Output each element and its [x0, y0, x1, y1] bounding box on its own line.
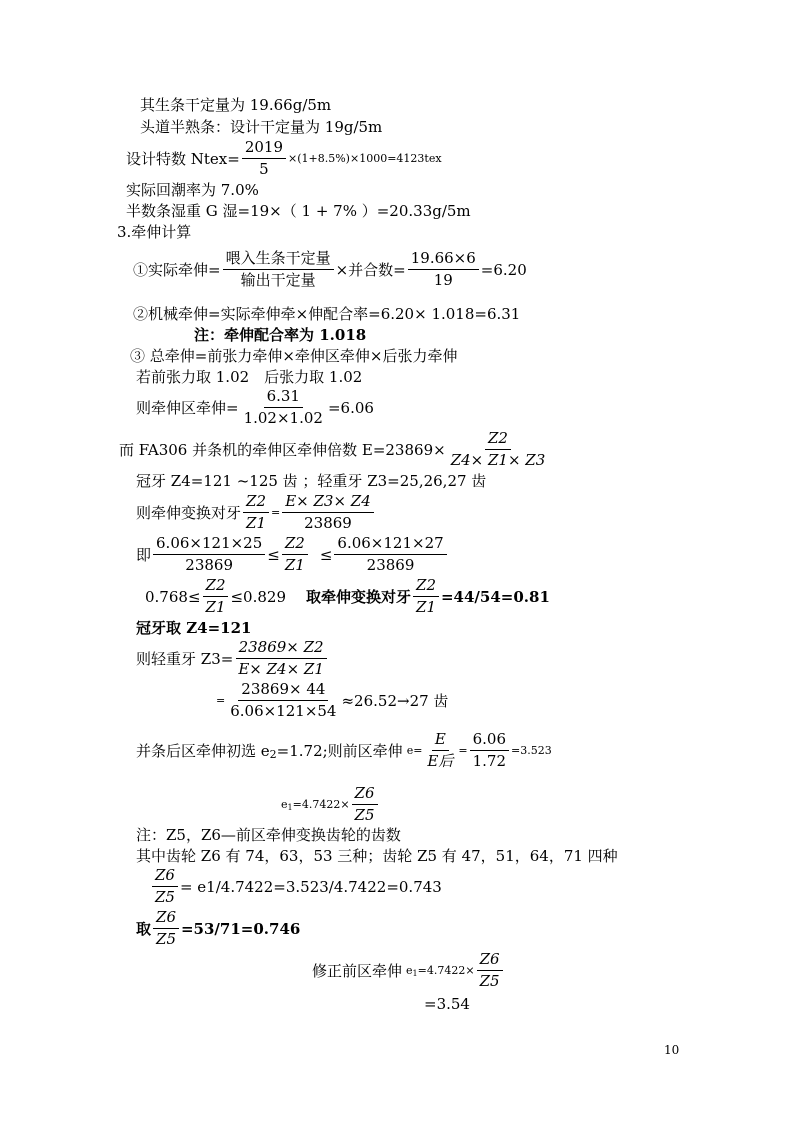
- denominator: E后: [427, 752, 454, 770]
- text: 冠牙取 Z4=121: [136, 619, 252, 637]
- denominator: 6.06×121×54: [230, 702, 337, 720]
- numerator: E× Z3× Z4: [282, 493, 374, 513]
- note-gear-teeth: [136, 826, 401, 844]
- line-gear-options: [136, 847, 618, 865]
- numerator: Z2: [413, 577, 439, 597]
- text: =: [458, 743, 468, 757]
- numerator: 6.06: [470, 731, 509, 751]
- text: e=: [406, 743, 423, 757]
- text: 修正前区牵伸: [312, 961, 403, 980]
- text: ≈26.52→27 齿: [341, 691, 449, 710]
- text: =3.523: [511, 743, 552, 757]
- fraction: [282, 535, 308, 574]
- denominator: Z1: [205, 598, 226, 616]
- denominator: Z5: [479, 972, 500, 990]
- text: ③ 总牵伸=前张力牵伸×牵伸区牵伸×后张力牵伸: [130, 347, 458, 365]
- text: =4.7422×: [417, 963, 475, 977]
- numerator: Z6: [477, 951, 503, 971]
- numerator: Z2: [282, 535, 308, 555]
- text: 注：牵伸配合率为 1.018: [194, 326, 367, 344]
- fraction: [153, 909, 179, 948]
- denominator: Z1: [416, 598, 436, 616]
- text: ≤: [267, 545, 280, 564]
- fraction: [235, 639, 327, 678]
- text: ≤0.829: [230, 587, 286, 606]
- fraction: [334, 535, 446, 574]
- numerator: Z6: [153, 909, 179, 929]
- denominator: 23869: [304, 514, 352, 532]
- line-final-result: [424, 995, 470, 1013]
- numerator: 6.06×121×27: [334, 535, 446, 555]
- text: 3.牵伸计算: [117, 223, 192, 241]
- text: 则轻重牙 Z3=: [136, 649, 234, 668]
- text: 而 FA306 并条机的牵伸区牵伸倍数 E=23869×: [119, 440, 446, 459]
- text: 其中齿轮 Z6 有 74，63，53 三种；齿轮 Z5 有 47，51，64，71 四种: [136, 847, 618, 865]
- line-draft-zone: [136, 388, 374, 427]
- text: =53/71=0.746: [180, 919, 301, 938]
- line-moisture-regain: [126, 181, 259, 199]
- line-first-pass-sliver: [140, 118, 382, 136]
- text: 若前张力取 1.02 后张力取 1.02: [136, 368, 363, 386]
- text: =4.7422×: [292, 797, 350, 811]
- fraction: [408, 250, 479, 289]
- text: 注：Z5，Z6—前区牵伸变换齿轮的齿数: [136, 826, 401, 844]
- line-light-heavy-gear: [136, 639, 329, 678]
- numerator: 19.66×6: [408, 250, 479, 270]
- text: 设计特数 Ntex=: [126, 149, 240, 168]
- fraction: [241, 388, 326, 427]
- text: ①实际牵伸=: [133, 260, 221, 279]
- note-draft-ratio: [194, 326, 366, 344]
- text: =6.20: [480, 260, 527, 279]
- line-mechanical-draft: [133, 305, 520, 323]
- denominator: Z5: [155, 888, 175, 906]
- fraction: [242, 139, 286, 178]
- line-ratio-range: [145, 577, 550, 616]
- denominator: 23869: [185, 556, 233, 574]
- section-heading: [117, 223, 191, 241]
- line-sliver-dry-weight: [140, 96, 331, 114]
- text: =1.72;则前区牵伸: [276, 741, 403, 760]
- page-number: 10: [664, 1043, 680, 1057]
- line-design-tex: [126, 139, 442, 178]
- line-crown-choice: [136, 619, 252, 637]
- text: 并条后区牵伸初选 e: [136, 741, 270, 760]
- line-wet-weight: [126, 202, 471, 220]
- text: =3.54: [424, 995, 470, 1013]
- denominator: Z1: [246, 514, 266, 532]
- text: ×并合数=: [335, 260, 406, 279]
- fraction: [352, 785, 378, 824]
- fraction: [470, 731, 509, 770]
- fraction: [223, 250, 334, 289]
- denominator: 23869: [366, 556, 415, 574]
- text: 则牵伸变换对牙: [136, 503, 242, 522]
- numerator: 2019: [242, 139, 286, 159]
- fraction: [282, 493, 374, 532]
- text: =: [216, 693, 226, 707]
- fraction: [152, 867, 178, 906]
- fraction: [243, 493, 269, 532]
- text: ×(1+8.5%)×1000=4123tex: [288, 151, 442, 165]
- text: 即: [136, 545, 152, 564]
- fraction: [153, 535, 265, 574]
- denominator: 1.02×1.02: [243, 409, 323, 427]
- line-tension-assumption: [136, 368, 362, 386]
- numerator: 6.06×121×25: [153, 535, 265, 555]
- numerator: Z6: [352, 785, 378, 805]
- denominator: Z1: [284, 556, 305, 574]
- denominator: E× Z4× Z1: [238, 660, 324, 678]
- denominator: 1.72: [472, 752, 506, 770]
- text: 头道半熟条：设计干定量为 19g/5m: [140, 118, 383, 136]
- text: 实际回潮率为 7.0%: [126, 181, 259, 199]
- line-light-heavy-result: [216, 681, 448, 720]
- subscript: 2: [269, 747, 277, 761]
- line-actual-draft: [133, 250, 527, 289]
- numerator: Z6: [152, 867, 178, 887]
- denominator: Z5: [156, 930, 176, 948]
- denominator: 5: [259, 160, 269, 178]
- fraction: [227, 681, 339, 720]
- numerator: Z2: [203, 577, 229, 597]
- denominator: Z5: [354, 806, 375, 824]
- numerator: 6.31: [264, 388, 303, 408]
- subscript: 1: [287, 802, 293, 812]
- line-back-zone-draft: [136, 731, 552, 770]
- text: 其生条干定量为 19.66g/5m: [140, 96, 332, 114]
- line-front-zone-formula: [281, 785, 380, 824]
- numerator: 23869× 44: [238, 681, 328, 701]
- text: 0.768≤: [145, 587, 201, 606]
- text: ≤: [319, 545, 333, 564]
- text: =: [270, 505, 281, 519]
- line-gear-ratio-choice: [136, 909, 300, 948]
- line-crown-gear: [136, 472, 486, 490]
- denominator: Z4× Z1× Z3: [450, 451, 546, 469]
- denominator: 输出干定量: [240, 271, 316, 289]
- text: =6.06: [327, 398, 374, 417]
- fraction: [424, 731, 456, 770]
- text: e: [406, 963, 413, 977]
- line-gear-ratio-calc: [150, 867, 442, 906]
- text: e: [281, 797, 288, 811]
- text: ②机械牵伸=实际牵伸牵×伸配合率=6.20× 1.018=6.31: [133, 305, 521, 323]
- line-change-gear-formula: [136, 493, 376, 532]
- text: 半数条湿重 G 湿=19×（ 1 + 7% ）=20.33g/5m: [126, 202, 471, 220]
- fraction: [477, 951, 503, 990]
- line-inequality: [136, 535, 449, 574]
- line-corrected-front-draft: [312, 951, 505, 990]
- numerator: 23869× Z2: [236, 639, 327, 659]
- numerator: Z2: [485, 430, 511, 450]
- fraction: [413, 577, 439, 616]
- fraction: [448, 430, 549, 469]
- subscript: 1: [412, 968, 418, 978]
- line-total-draft: [130, 347, 457, 365]
- text: 取: [136, 919, 152, 938]
- text: 取牵伸变换对牙: [306, 587, 412, 606]
- numerator: 喂入生条干定量: [223, 250, 334, 270]
- fraction: [203, 577, 229, 616]
- text: 冠牙 Z4=121 ~125 齿 ；轻重牙 Z3=25,26,27 齿: [136, 472, 487, 490]
- line-fa306-formula: [119, 430, 550, 469]
- numerator: Z2: [243, 493, 269, 513]
- text: = e1/4.7422=3.523/4.7422=0.743: [179, 877, 442, 896]
- numerator: E: [432, 731, 449, 751]
- text: =44/54=0.81: [440, 587, 550, 606]
- denominator: 19: [433, 271, 453, 289]
- text: 则牵伸区牵伸=: [136, 398, 239, 417]
